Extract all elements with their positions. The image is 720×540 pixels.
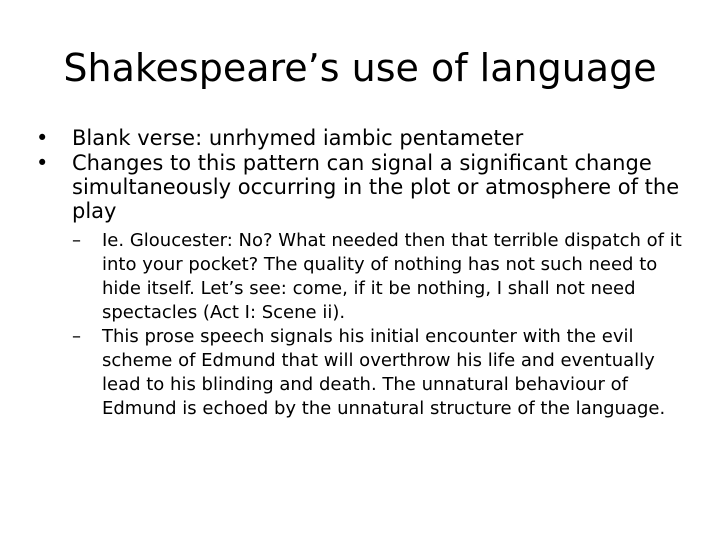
sub-bullet-text: Ie. Gloucester: No? What needed then that terrible dispatch of it into your pocket? The quality of nothing has not such need to hide itself. Let’s see: come, if it be nothing, I shall not need spectacles (Act I: Scene ii).	[102, 230, 682, 323]
sub-bullet-item	[36, 229, 686, 325]
dash-marker: –	[72, 326, 81, 347]
bullet-item	[36, 126, 686, 150]
bullet-text: Blank verse: unrhymed iambic pentameter	[72, 126, 524, 150]
slide-content	[36, 126, 686, 421]
slide-title: Shakespeare’s use of language	[63, 46, 657, 90]
bullet-marker: •	[36, 151, 49, 175]
bullet-marker: •	[36, 126, 49, 150]
sub-bullet-item	[36, 325, 686, 421]
bullet-item	[36, 151, 686, 223]
sub-bullet-text: This prose speech signals his initial encounter with the evil scheme of Edmund that will overthrow his life and eventually lead to his blinding and death. The unnatural behaviour of Edmund is echoed by the unnatural structure of the language.	[102, 326, 666, 419]
dash-marker: –	[72, 230, 81, 251]
bullet-text: Changes to this pattern can signal a significant change simultaneously occurring in the plot or atmosphere of the play	[72, 151, 680, 223]
